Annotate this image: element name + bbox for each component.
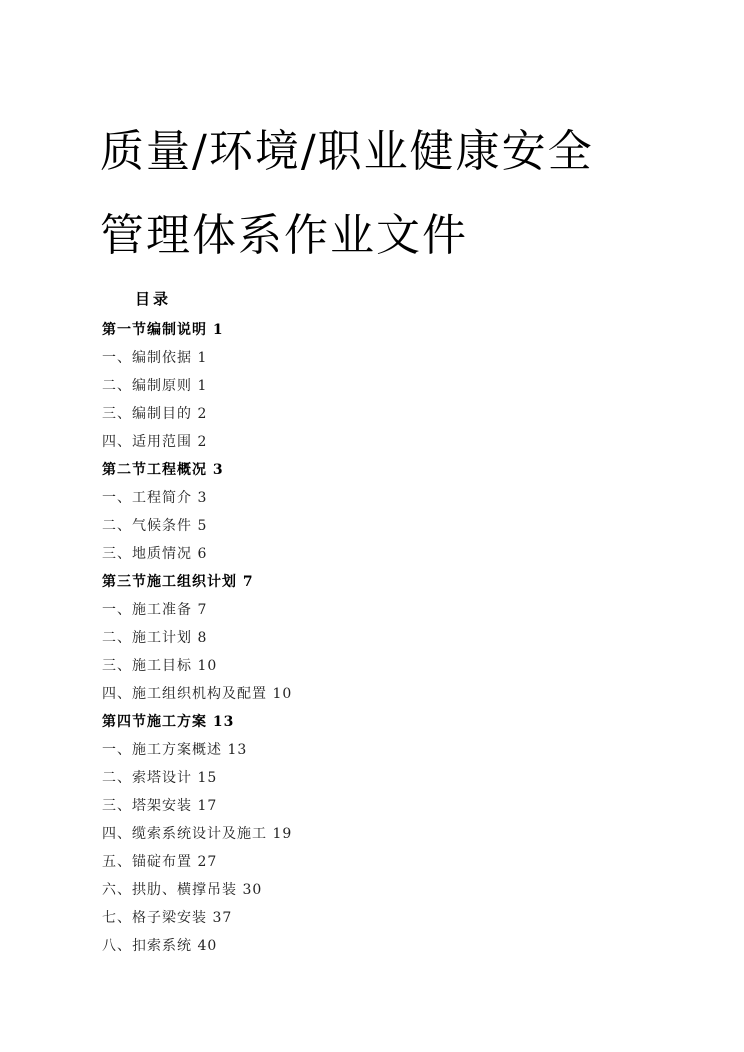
toc-item-entry[interactable]: 一、工程简介 3 bbox=[102, 490, 208, 506]
toc-heading: 目录 bbox=[135, 290, 172, 308]
toc-item-entry[interactable]: 六、拱肋、横撑吊装 30 bbox=[102, 882, 263, 898]
toc-section-entry[interactable]: 第四节施工方案 13 bbox=[102, 714, 235, 730]
toc-item-entry[interactable]: 八、扣索系统 40 bbox=[102, 938, 218, 954]
document-title-line-1: 质量/环境/职业健康安全 bbox=[100, 126, 594, 177]
toc-item-entry[interactable]: 七、格子梁安装 37 bbox=[102, 910, 233, 926]
toc-item-entry[interactable]: 一、施工方案概述 13 bbox=[102, 742, 248, 758]
toc-section-entry[interactable]: 第三节施工组织计划 7 bbox=[102, 574, 254, 590]
toc-section-entry[interactable]: 第二节工程概况 3 bbox=[102, 462, 224, 478]
toc-item-entry[interactable]: 三、塔架安装 17 bbox=[102, 798, 218, 814]
toc-item-entry[interactable]: 二、施工计划 8 bbox=[102, 630, 208, 646]
toc-item-entry[interactable]: 四、适用范围 2 bbox=[102, 434, 208, 450]
table-of-contents bbox=[102, 320, 292, 964]
toc-item-entry[interactable]: 四、缆索系统设计及施工 19 bbox=[102, 826, 293, 842]
document-title-line-2: 管理体系作业文件 bbox=[100, 210, 468, 261]
toc-section-entry[interactable]: 第一节编制说明 1 bbox=[102, 322, 224, 338]
toc-item-entry[interactable]: 三、编制目的 2 bbox=[102, 406, 208, 422]
toc-item-entry[interactable]: 二、气候条件 5 bbox=[102, 518, 208, 534]
toc-item-entry[interactable]: 四、施工组织机构及配置 10 bbox=[102, 686, 293, 702]
toc-item-entry[interactable]: 二、索塔设计 15 bbox=[102, 770, 218, 786]
toc-item-entry[interactable]: 二、编制原则 1 bbox=[102, 378, 208, 394]
toc-item-entry[interactable]: 一、编制依据 1 bbox=[102, 350, 208, 366]
toc-item-entry[interactable]: 三、施工目标 10 bbox=[102, 658, 218, 674]
toc-item-entry[interactable]: 一、施工准备 7 bbox=[102, 602, 208, 618]
toc-item-entry[interactable]: 三、地质情况 6 bbox=[102, 546, 208, 562]
toc-item-entry[interactable]: 五、锚碇布置 27 bbox=[102, 854, 218, 870]
